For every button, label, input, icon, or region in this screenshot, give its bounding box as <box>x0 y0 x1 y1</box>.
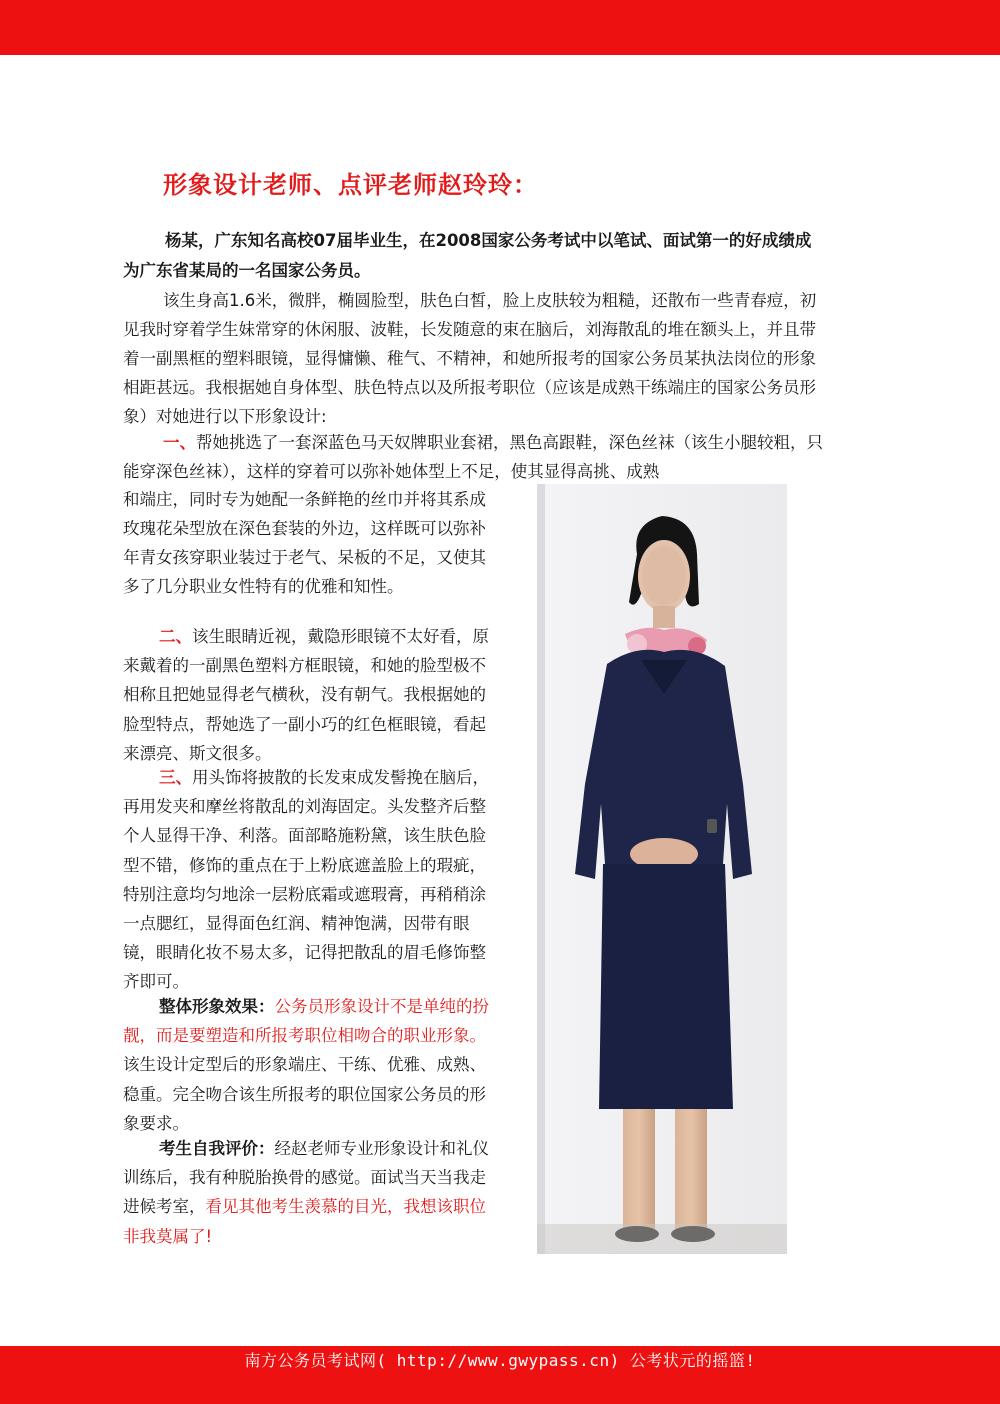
self-evaluation-label: 考生自我评价： <box>159 1139 275 1158</box>
overall-effect-highlight: 公务员形象设计不是单纯的扮靓，而是要塑造和所报考职位相吻合的职业形象。 <box>123 997 489 1046</box>
page-title: 形象设计老师、点评老师赵玲玲： <box>163 171 538 199</box>
self-evaluation <box>123 1134 495 1251</box>
overall-effect <box>123 992 495 1138</box>
student-photo <box>537 484 787 1254</box>
point-three-number: 三、 <box>159 768 192 787</box>
point-one-text: 帮她挑选了一套深蓝色马天奴牌职业套裙，黑色高跟鞋，深色丝袜（该生小腿较粗，只能穿深色丝袜），这样的穿着可以弥补她体型上不足，使其显得高挑、成熟 <box>123 433 823 481</box>
overall-effect-label: 整体形象效果： <box>159 997 275 1016</box>
self-evaluation-text: 经赵老师专业形象设计和礼仪训练后，我有种脱胎换骨的感觉。面试当天当我走进候考室， <box>123 1139 489 1217</box>
point-one-number: 一、 <box>163 433 196 452</box>
point-two <box>123 622 495 768</box>
description-paragraph: 该生身高1.6米，微胖，椭圆脸型，肤色白皙，脸上皮肤较为粗糙，还散布一些青春痘，初见我时穿着学生妹常穿的休闲服、波鞋，长发随意的束在脑后，刘海散乱的堆在额头上，并且带着一副黑框的塑料眼镜，显得慵懒、稚气、不精神，和她所报考的国家公务员某执法岗位的形象相距甚远。我根据她自身体型、肤色特点以及所报考职位（应该是成熟干练端庄的国家公务员形象）对她进行以下形象设计: <box>123 291 817 426</box>
overall-effect-text: 该生设计定型后的形象端庄、干练、优雅、成熟、稳重。完全吻合该生所报考的职位国家公务员的形象要求。 <box>123 1055 486 1133</box>
point-one-wide <box>123 428 828 486</box>
point-two-number: 二、 <box>159 627 192 646</box>
top-banner <box>0 0 1000 55</box>
self-evaluation-highlight: 看见其他考生羡慕的目光，我想该职位非我莫属了! <box>123 1197 486 1246</box>
footer-banner <box>0 1346 1000 1404</box>
footer-text: 南方公务员考试网( http://www.gwypass.cn) 公考状元的摇篮! <box>244 1351 756 1370</box>
intro-paragraph: 杨某，广东知名高校07届毕业生，在2008国家公务考试中以笔试、面试第一的好成绩成为广东省某局的一名国家公务员。 <box>123 231 812 280</box>
point-one-continued: 和端庄，同时专为她配一条鲜艳的丝巾并将其系成玫瑰花朵型放在深色套装的外边，这样既可以弥补年青女孩穿职业装过于老气、呆板的不足，又使其多了几分职业女性特有的优雅和知性。 <box>123 490 486 596</box>
point-three-text: 用头饰将披散的长发束成发髻挽在脑后，再用发夹和摩丝将散乱的刘海固定。头发整齐后整个人显得干净、利落。面部略施粉黛，该生肤色脸型不错，修饰的重点在于上粉底遮盖脸上的瑕疵，特别注意均匀地涂一层粉底霜或遮瑕膏，再稍稍涂一点腮红，显得面色红润、精神饱满，因带有眼镜，眼睛化妆不易太多，记得把散乱的眉毛修饰整齐即可。 <box>123 768 489 992</box>
point-two-text: 该生眼睛近视，戴隐形眼镜不太好看，原来戴着的一副黑色塑料方框眼镜，和她的脸型极不相称且把她显得老气横秋，没有朝气。我根据她的脸型特点，帮她选了一副小巧的红色框眼镜，看起来漂亮、斯文很多。 <box>123 627 489 763</box>
point-three <box>123 763 495 997</box>
